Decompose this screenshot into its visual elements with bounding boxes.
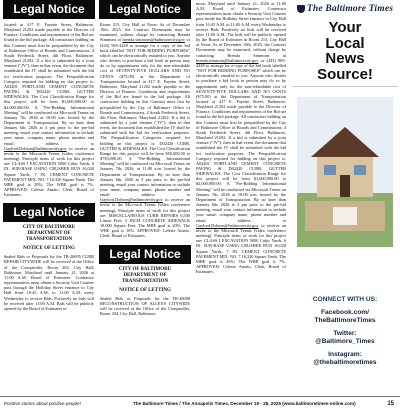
notice-office-title: CITY OF BALTIMORE DEPARTMENT OF TRANSPORTATION [118, 266, 172, 284]
connect-title: CONNECT WITH US: [312, 296, 378, 303]
legal-notice-column-1 [3, 0, 95, 396]
legal-notice-text: Sealed Bids or Proposals for the TR-26005 CURB REPAIR CITYWIDE will be received at the Office of the Comptroller, Room 204, City Hall, Baltimore, Maryland until January 21, 2026 at 11:00 A.M. Board of Estimates. Contractor representatives must obtain a Security Unit Counter pass through the Holliday Street entrance to City Hall from 10:45 A.M. to 11:00 A.M. every Wednesday to receive Bids. Positively no bids will be received after 11:00 A.M. Bids will be publicly opened by the Board of Estimates in [4, 254, 94, 311]
page-number: 15 [387, 401, 394, 407]
page-footer [0, 396, 400, 411]
instagram-link[interactable]: @thebaltimoretimes [313, 359, 377, 366]
legal-notice-text: Sealed Bids or Proposals for the TR-26008 RECONSTRUCTION OF ALLEYS CITYWIDE will be received at the Office of the Comptroller, Room 204, City Hall, Baltimore, [100, 295, 190, 317]
promo-ad [292, 0, 398, 396]
promo-headline: Your Local News Source! [317, 19, 373, 83]
twitter-link[interactable]: Twitter: [333, 330, 357, 337]
notice-letting-title: NOTICE OF LETTING [23, 246, 75, 252]
brand-logo: The Baltimore Times [292, 4, 398, 14]
legal-notice-header: Legal Notice [99, 245, 191, 264]
footer-masthead: The Baltimore Times / The Annapolis Times, December 19 - 25, 2025 (www.baltimoretimes-online.com) [133, 401, 356, 406]
legal-notice-header: Legal Notice [3, 203, 95, 222]
twitter-link[interactable]: @Baltimore_Times [315, 338, 375, 345]
instagram-link[interactable]: Instagram: [328, 351, 362, 358]
notice-letting-title: NOTICE OF LETTING [119, 287, 171, 293]
email-link[interactable]: brenda.simmons@baltimorecity.gov [196, 57, 259, 63]
facebook-link[interactable]: TheBaltimoreTimes [314, 317, 376, 324]
legal-notice-text: more, Maryland until January 21, 2026 at 11:00 A.M. Board of Estimates. Contractor representatives must obtain a Security Unit Counter pass inside the Holliday Street entrance to City Hall from 10:45 A.M. to 11:00 A.M. every Wednesday to receive Bids. Positively no bids will be received after 11:00 A.M. The bids will be publicly opened by the Board of Estimates in Room 215, City Hall at Noon. As of December 19th, 2025, the Contract Documents may be examined, without charge by contacting Brenda Simmons at brenda.simmons@baltimorecity.gov or (443) 965-4428 to arrange for a copy of the bid book labelled "NOT FOR BIDDING PURPOSES" which can be electronically emailed to you. Anyone who desires to purchase a bid book in person may do so by appointment only for the non-refundable cost of SEVENTY-FIVE DOLLARS AND NO CENTS ($75.00) at the Department of Transportation located at 417 E. Fayette Street, Baltimore, Maryland 21202 made payable to the Director of Finance. Conditions and requirements of the Bid are found in the bid package. All contractors bidding on this Contract must first be prequalified by the City of Baltimore Office of Boards and Commissions, 4 South Frederick Street, 4th Floor, Baltimore, Maryland 21202. If a bid is submitted by a joint venture ("JV"), then in that event, the document that established the JV shall be submitted with the bid for verification purposes. The Prequalification Category required for bidding on this project is: A02401 PORTLAND CEMENT CONCRETE PAVING & D02420 CURB, GUTTER SIDEWALKS. The Cost Classification Range for this project will be from $1,600,000.00 to $2,000,000.00. A "Pre-Bidding Informational Meeting" will be conducted via Microsoft Teams on January 7th, 2026 at 10:00 a.m. hosted by the Department of Transportation. By no later than January 6th, 2026 at 3 pm prior to the pre-bid meeting, email your contact information to include your name, company name, phone number and email address to Gaylord.Dobson@baltimorecity.gov to receive an invite to the Microsoft Teams (video conference meeting). Principle items of work for this project are: CLASS I EXCAVATION 5000 Cubic Yards, 6 IN. SUB-BASE USING CRUSHER RUN 16,020 Square Yards, 7 IN. CEMENT CONCRETE PAVEMENT MIX. NO. 7 16,320 Square Yards. The MBE goal is 20%; The WBE goal is 7%. APPROVED: Celeste Amato, Clerk, Board of Estimates. [196, 1, 286, 275]
legal-notice-header: Legal Notice [3, 0, 95, 19]
email-link[interactable]: brenda.simmons@baltimorecity.gov [122, 37, 185, 43]
notice-office-title: CITY OF BALTIMORE DEPARTMENT OF TRANSPORTATION [22, 225, 76, 243]
legal-notice-text: located at 417 E. Fayette Street, Baltimore, Maryland 21202 made payable to the Director of Finance. Conditions and requirements of the Bid are found in the bid package. All contractors bidding on this Contract must first be prequalified by the City of Baltimore Office of Boards and Commissions, 4 South Frederick Street, 4th Floor, Baltimore, Maryland 21202. If a bid is submitted by a joint venture ("JV"), then in that event, the document that established the JV shall be submitted with the bid for verification purposes. The Prequalification Category required for bidding on this project is: A02401 PORTLAND CEMENT CONCRETE PAVING & D02420 CURB, GUTTER SIDEWALKS. The Cost Classification Range for this project will be from $1,600,000.00 to $2,000,000.00. A "Pre-Bidding Informational Meeting" will be conducted via Microsoft Teams on January 7th, 2026 at 10:00 a.m. hosted by the Department of Transportation. By no later than January 6th, 2026 at 3 pm prior to the pre-bid meeting, email your contact information to include your name, company name, phone number and email address to Gaylord.Dobson@baltimorecity.gov to receive an invite to the Microsoft Teams (video conference meeting). Principle items of work for this project are: CLASS I EXCAVATION 5000 Cubic Yards, 6 IN. SUB-BASE USING CRUSHER RUN 16,020 Square Yards, 7 IN. CEMENT CONCRETE PAVEMENT MIX. NO. 7 16,320 Square Yards. The MBE goal is 20%; The WBE goal is 7%. APPROVED: Celeste Amato, Clerk, Board of Estimates. [4, 22, 94, 198]
legal-notice-text: Room 215, City Hall at Noon. As of December 19th, 2025, the Contract Documents may be examined, without charge by contacting Brenda Simmons at brenda.simmons@baltimorecity.gov or (443) 965-4428 to arrange for a copy of the bid book labelled "NOT FOR BIDDING PURPOSES" which can be electronically emailed to you. Anyone who desires to purchase a bid book in person may do so by appointment only for the non-refundable cost of SEVENTY-FIVE DOLLARS AND NO CENTS ($75.00) at the Department of Transportation located at 417 E. Fayette Street, Baltimore, Maryland 21202 made payable to the Director of Finance. Conditions and requirements of the Bid are found in the bid package. All contractors bidding on this Contract must first be prequalified by the City of Baltimore Office of Boards and Commissions, 4 South Frederick Street, 4th Floor, Baltimore, Maryland 21202. If a bid is submitted by a joint venture ("JV"), then in that event, the document that established the JV shall be submitted with the bid for verification purposes. The Prequalification Categories required for bidding on this project is: D02420 CURB, GUTTER & SIDEWALKS. The Cost Classification Range for this project will be from $50,000.00 to $750,000.00. A "Pre-Bidding Informational Meeting" will be conducted via Microsoft Teams on January 7th, 2026, at 11:00 a.m. hosted by the Department of Transportation. By no later than January 6th, 2026 at 3 pm prior to the pre-bid meeting, email your contact information to include your name, company name, phone number and email address to Gaylord.Dobson@baltimorecity.gov to receive an invite to the Microsoft Teams (video conference meeting). Principle items of work for this project are: MISCELLANEOUS CURB REPAIRS 6,500 Linear Feet; 5 INCH CONCRETE SIDEWALK 18,000 Square Feet. The MBE goal is 20%; The WBE goal is 10%. APPROVED: Celeste Amato, Clerk, Board of Estimates. [100, 22, 190, 239]
legal-notice-header: Legal Notice [99, 0, 191, 19]
home-illustration-icon [297, 97, 393, 247]
legal-notice-column-2 [99, 0, 191, 396]
legal-notice-column-3 [195, 0, 287, 396]
promo-top [292, 4, 398, 87]
email-link[interactable]: Gaylord.Dobson@baltimorecity.gov [196, 222, 259, 228]
shield-icon [297, 5, 305, 13]
email-link[interactable]: Gaylord.Dobson@baltimorecity.gov [4, 145, 67, 151]
email-link[interactable]: Gaylord.Dobson@baltimorecity.gov [100, 197, 163, 203]
connect-panel [292, 296, 398, 367]
facebook-link[interactable]: Facebook.com/ [320, 309, 369, 316]
footer-tagline: Positive stories about positive people! [4, 401, 81, 406]
